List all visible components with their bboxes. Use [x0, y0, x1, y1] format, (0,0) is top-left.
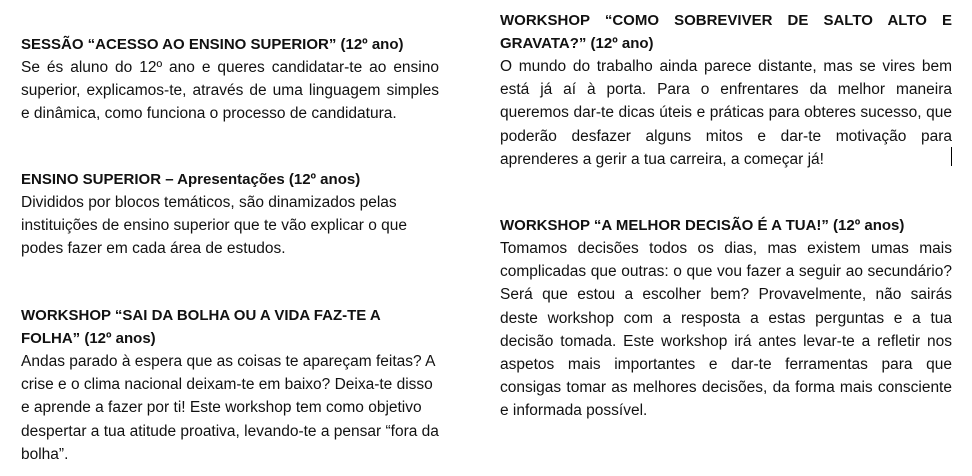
section-body: O mundo do trabalho ainda parece distante, mas se vires bem está já aí à porta. Para o enfrentares da melhor maneira queremos dar-te dicas úteis e práticas para obteres sucesso, que poderão desfazer alguns mitos e dar-te motivação para aprenderes a gerir a tua carreira, a começar já! [500, 58, 952, 168]
section-workshop-sai-da-bolha [21, 304, 439, 466]
section-body: Tomamos decisões todos os dias, mas existem umas mais complicadas que outras: o que vou fazer a seguir ao secundário? Será que estou a escolher bem? Provavelmente, não sairás deste workshop com a resposta a estas perguntas e a tua decisão tomada. Este workshop irá antes levar-te a refletir nos aspetos mais importantes e dar-te ferramentas para que consigas tomar as melhores decisões, da forma mais consciente e informada possível. [500, 240, 952, 420]
section-workshop-melhor-decisao [500, 214, 952, 423]
section-ensino-superior-apresentacoes [21, 168, 439, 261]
section-title: WORKSHOP “SAI DA BOLHA OU A VIDA FAZ-TE A FOLHA” (12º anos) [21, 307, 381, 347]
section-body: Andas parado à espera que as coisas te apareçam feitas? A crise e o clima nacional deixam-te em baixo? Deixa-te disso e aprende a fazer por ti! Este workshop tem como objetivo despertar a tua atitude proativa, levando-te a pensar “fora da bolha”. [21, 353, 439, 463]
section-acesso-ensino-superior [21, 33, 439, 126]
section-title: ENSINO SUPERIOR – Apresentações (12º anos) [21, 171, 361, 188]
text-cursor [951, 147, 952, 166]
section-body: Se és aluno do 12º ano e queres candidatar-te ao ensino superior, explicamos-te, através de uma linguagem simples e dinâmica, como funciona o processo de candidatura. [21, 59, 439, 123]
section-body: Divididos por blocos temáticos, são dinamizados pelas instituições de ensino superior que te vão explicar o que podes fazer em cada área de estudos. [21, 194, 408, 258]
section-workshop-salto-alto [500, 9, 952, 171]
section-title: SESSÃO “ACESSO AO ENSINO SUPERIOR” (12º ano) [21, 36, 404, 53]
section-title: WORKSHOP “A MELHOR DECISÃO É A TUA!” (12º anos) [500, 217, 905, 234]
section-title: WORKSHOP “COMO SOBREVIVER DE SALTO ALTO E GRAVATA?” (12º ano) [500, 12, 952, 52]
